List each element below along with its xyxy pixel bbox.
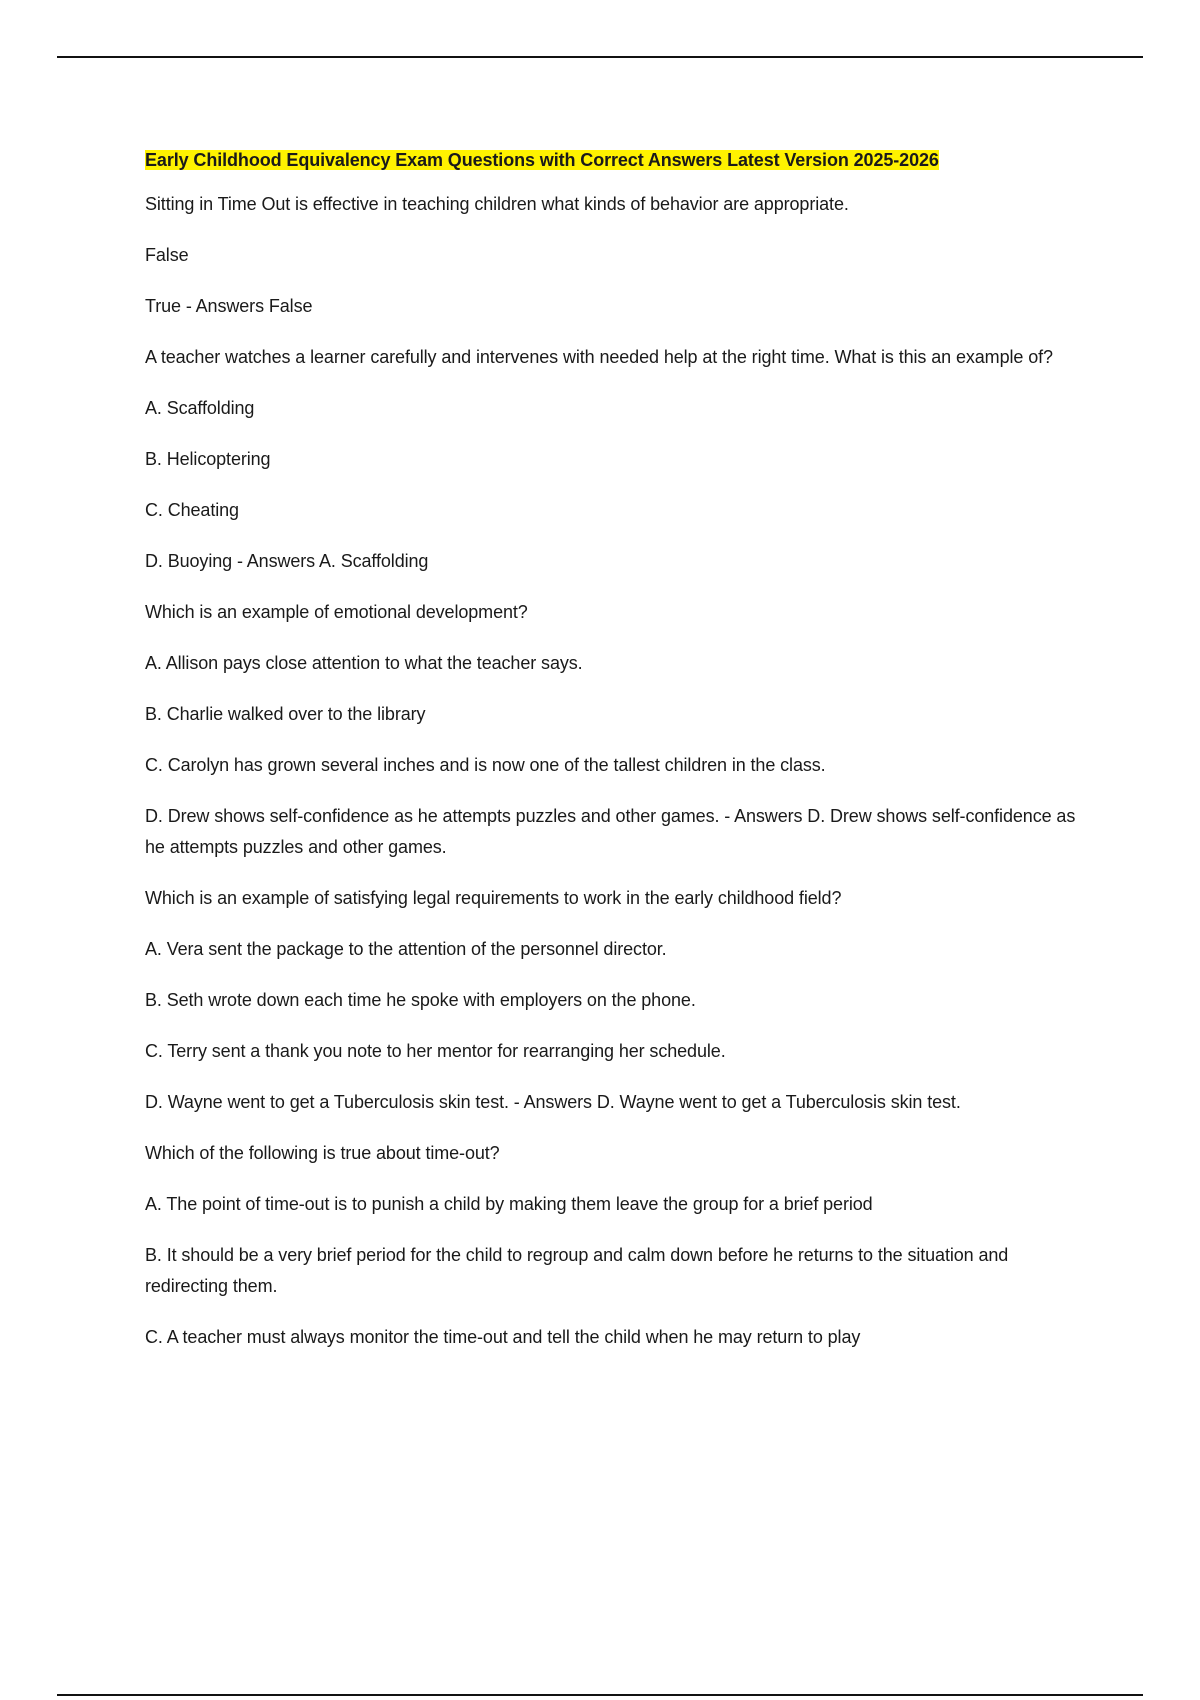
option-d-answer: D. Buoying - Answers A. Scaffolding	[145, 550, 429, 571]
option-c: C. Carolyn has grown several inches and is now one of the tallest children in the class.	[145, 754, 826, 775]
option-a: A. Allison pays close attention to what the teacher says.	[145, 652, 583, 673]
option-c: C. A teacher must always monitor the time-out and tell the child when he may return to play	[145, 1326, 861, 1347]
option-c: C. Terry sent a thank you note to her mentor for rearranging her schedule.	[145, 1040, 726, 1061]
option-b: B. Charlie walked over to the library	[145, 703, 426, 724]
option-c: C. Cheating	[145, 499, 239, 520]
question-5: Which of the following is true about time-out?	[145, 1142, 500, 1163]
question-1: Sitting in Time Out is effective in teaching children what kinds of behavior are appropriate.	[145, 193, 849, 214]
option-d-answer: D. Drew shows self-confidence as he attempts puzzles and other games. - Answers D. Drew shows self-confidence as he attempts puzzles and other games.	[145, 805, 1076, 857]
option-b: B. Seth wrote down each time he spoke with employers on the phone.	[145, 989, 696, 1010]
document-body	[145, 146, 1085, 1373]
option-a: A. The point of time-out is to punish a child by making them leave the group for a brief period	[145, 1193, 873, 1214]
question-4: Which is an example of satisfying legal requirements to work in the early childhood field?	[145, 887, 842, 908]
option-d-answer: D. Wayne went to get a Tuberculosis skin test. - Answers D. Wayne went to get a Tuberculosis skin test.	[145, 1091, 961, 1112]
footer-rule	[57, 1694, 1143, 1696]
option-true-answer: True - Answers False	[145, 295, 313, 316]
document-title: Early Childhood Equivalency Exam Questions with Correct Answers Latest Version 2025-2026	[145, 150, 939, 170]
option-a: A. Scaffolding	[145, 397, 255, 418]
question-2: A teacher watches a learner carefully and intervenes with needed help at the right time. What is this an example of?	[145, 346, 1053, 367]
title-block	[145, 146, 1085, 175]
option-b: B. It should be a very brief period for the child to regroup and calm down before he returns to the situation and redirecting them.	[145, 1244, 1009, 1296]
option-false: False	[145, 244, 189, 265]
option-a: A. Vera sent the package to the attention of the personnel director.	[145, 938, 667, 959]
header-rule	[57, 56, 1143, 58]
question-3: Which is an example of emotional development?	[145, 601, 528, 622]
option-b: B. Helicoptering	[145, 448, 271, 469]
